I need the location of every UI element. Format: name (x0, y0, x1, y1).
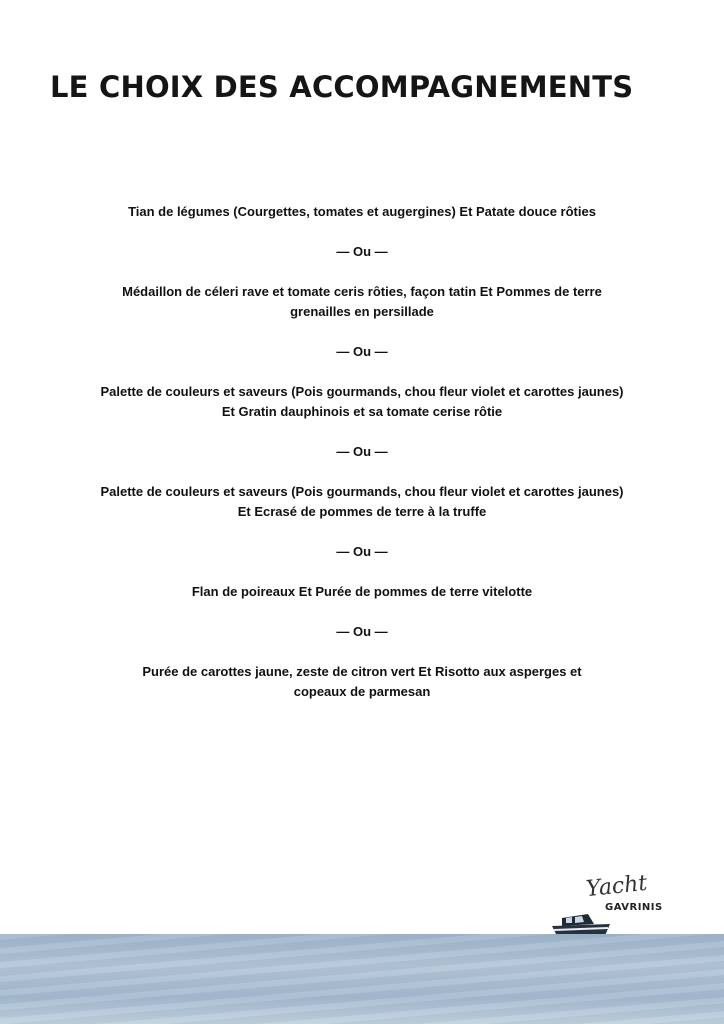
menu-option: Médaillon de céleri rave et tomate ceris rôties, façon tatin Et Pommes de terre grenailles en persillade (122, 284, 602, 319)
separator-or: — Ou — (336, 444, 388, 459)
menu-option: Purée de carottes jaune, zeste de citron vert Et Risotto aux asperges et copeaux de parmesan (142, 664, 582, 699)
accompaniment-list (100, 202, 624, 702)
separator-or: — Ou — (336, 244, 388, 259)
sea-photo-banner (0, 934, 724, 1024)
logo-script-text: Yacht (584, 870, 649, 903)
page-title: LE CHOIX DES ACCOMPAGNEMENTS (50, 70, 634, 104)
separator-or: — Ou — (336, 344, 388, 359)
separator-or: — Ou — (336, 624, 388, 639)
menu-option: Palette de couleurs et saveurs (Pois gourmands, chou fleur violet et carottes jaunes) Et Gratin dauphinois et sa tomate cerise rôtie (100, 384, 624, 419)
menu-option: Palette de couleurs et saveurs (Pois gourmands, chou fleur violet et carottes jaunes) Et Ecrasé de pommes de terre à la truffe (100, 484, 624, 519)
separator-or: — Ou — (336, 544, 388, 559)
logo-brand-text: GAVRINIS (605, 902, 663, 913)
menu-option: Tian de légumes (Courgettes, tomates et augergines) Et Patate douce rôties (128, 204, 596, 219)
menu-option: Flan de poireaux Et Purée de pommes de terre vitelotte (191, 584, 533, 599)
